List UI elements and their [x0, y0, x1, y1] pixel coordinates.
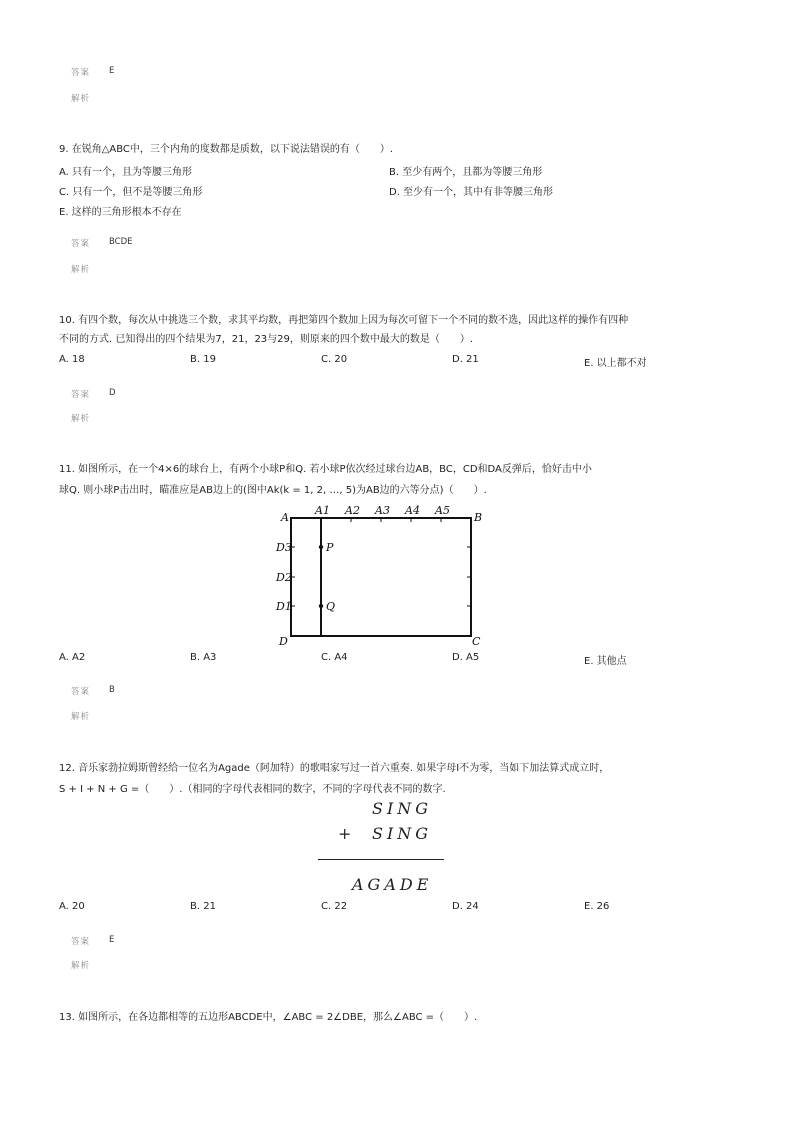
- q12-option-a[interactable]: A. 20: [59, 901, 85, 912]
- q9-option-d[interactable]: D. 至少有一个，其中有非等腰三角形: [389, 187, 554, 198]
- q11-option-e[interactable]: E. 其他点: [584, 656, 627, 667]
- addend-1: SING: [372, 799, 433, 818]
- question-11-line1: 11. 如图所示，在一个4×6的球台上，有两个小球P和Q. 若小球P依次经过球台边AB，BC，CD和DA反弹后，恰好击中小: [59, 464, 592, 475]
- billiard-table-figure: [270, 502, 490, 652]
- q12-option-e[interactable]: E. 26: [584, 901, 610, 912]
- answer-value: B: [109, 685, 115, 695]
- answer-label: 答案: [71, 68, 91, 78]
- answer-value: BCDE: [109, 237, 133, 247]
- q10-option-d[interactable]: D. 21: [452, 354, 479, 365]
- q9-option-a[interactable]: A. 只有一个，且为等腰三角形: [59, 167, 193, 178]
- answer-value: E: [109, 935, 115, 945]
- analysis-label: 解析: [71, 712, 91, 722]
- point-a4-label: A4: [405, 504, 420, 517]
- corner-b-label: B: [474, 511, 483, 524]
- q11-option-c[interactable]: C. A4: [321, 652, 348, 663]
- q10-option-a[interactable]: A. 18: [59, 354, 85, 365]
- question-13-text: 13. 如图所示，在各边都相等的五边形ABCDE中，∠ABC = 2∠DBE，那么∠ABC =（ ）.: [59, 1012, 478, 1023]
- q9-option-e[interactable]: E. 这样的三角形根本不存在: [59, 207, 182, 218]
- answer-label: 答案: [71, 687, 91, 697]
- corner-d-label: D: [279, 635, 288, 648]
- q10-option-b[interactable]: B. 19: [190, 354, 216, 365]
- q9-option-b[interactable]: B. 至少有两个，且都为等腰三角形: [389, 167, 543, 178]
- sum-line: [318, 859, 444, 860]
- corner-a-label: A: [281, 511, 289, 524]
- q9-option-c[interactable]: C. 只有一个，但不是等腰三角形: [59, 187, 203, 198]
- question-10-line1: 10. 有四个数，每次从中挑选三个数，求其平均数，再把第四个数加上因为每次可留下一个不同的数不选，因此这样的操作有四种: [59, 315, 629, 326]
- question-12-line2: S + I + N + G =（ ）.（相同的字母代表相同的数字，不同的字母代表不同的数字.: [59, 784, 446, 795]
- ball-p-label: P: [326, 541, 334, 554]
- question-12-line1: 12. 音乐家勃拉姆斯曾经给一位名为Agade（阿加特）的歌唱家写过一首六重奏. 如果字母I不为零，当如下加法算式成立时，: [59, 763, 610, 774]
- question-10-line2: 不同的方式. 已知得出的四个结果为7，21，23与29，则原来的四个数中最大的数是（ ）.: [59, 334, 474, 345]
- table-border: [291, 518, 471, 636]
- question-9-text: 9. 在锐角△ABC中，三个内角的度数都是质数，以下说法错误的有（ ）.: [59, 144, 394, 155]
- q12-option-b[interactable]: B. 21: [190, 901, 216, 912]
- q11-option-d[interactable]: D. A5: [452, 652, 480, 663]
- point-a3-label: A3: [375, 504, 390, 517]
- ball-p: [319, 545, 323, 549]
- point-d2-label: D2: [276, 571, 292, 584]
- answer-label: 答案: [71, 390, 91, 400]
- answer-label: 答案: [71, 937, 91, 947]
- analysis-label: 解析: [71, 961, 91, 971]
- point-a1-label: A1: [315, 504, 330, 517]
- analysis-label: 解析: [71, 265, 91, 275]
- ball-q: [319, 604, 323, 608]
- q12-option-d[interactable]: D. 24: [452, 901, 479, 912]
- point-d1-label: D1: [276, 600, 292, 613]
- q10-option-c[interactable]: C. 20: [321, 354, 348, 365]
- q11-option-b[interactable]: B. A3: [190, 652, 217, 663]
- q12-option-c[interactable]: C. 22: [321, 901, 348, 912]
- q10-option-e[interactable]: E. 以上都不对: [584, 358, 647, 369]
- analysis-label: 解析: [71, 414, 91, 424]
- point-a5-label: A5: [435, 504, 450, 517]
- analysis-label: 解析: [71, 94, 91, 104]
- answer-value: D: [109, 388, 116, 398]
- question-11-line2: 球Q. 则小球P击出时，瞄准应是AB边上的(图中Ak(k = 1, 2, …, 5)为AB边的六等分点)（ ）.: [59, 485, 487, 496]
- ball-q-label: Q: [326, 600, 336, 613]
- point-d3-label: D3: [276, 541, 292, 554]
- corner-c-label: C: [472, 635, 481, 648]
- answer-value: E: [109, 66, 115, 76]
- plus-sign: +: [338, 824, 356, 843]
- sum-result: AGADE: [352, 875, 433, 894]
- point-a2-label: A2: [345, 504, 360, 517]
- addend-2: SING: [372, 824, 433, 843]
- q11-option-a[interactable]: A. A2: [59, 652, 86, 663]
- answer-label: 答案: [71, 239, 91, 249]
